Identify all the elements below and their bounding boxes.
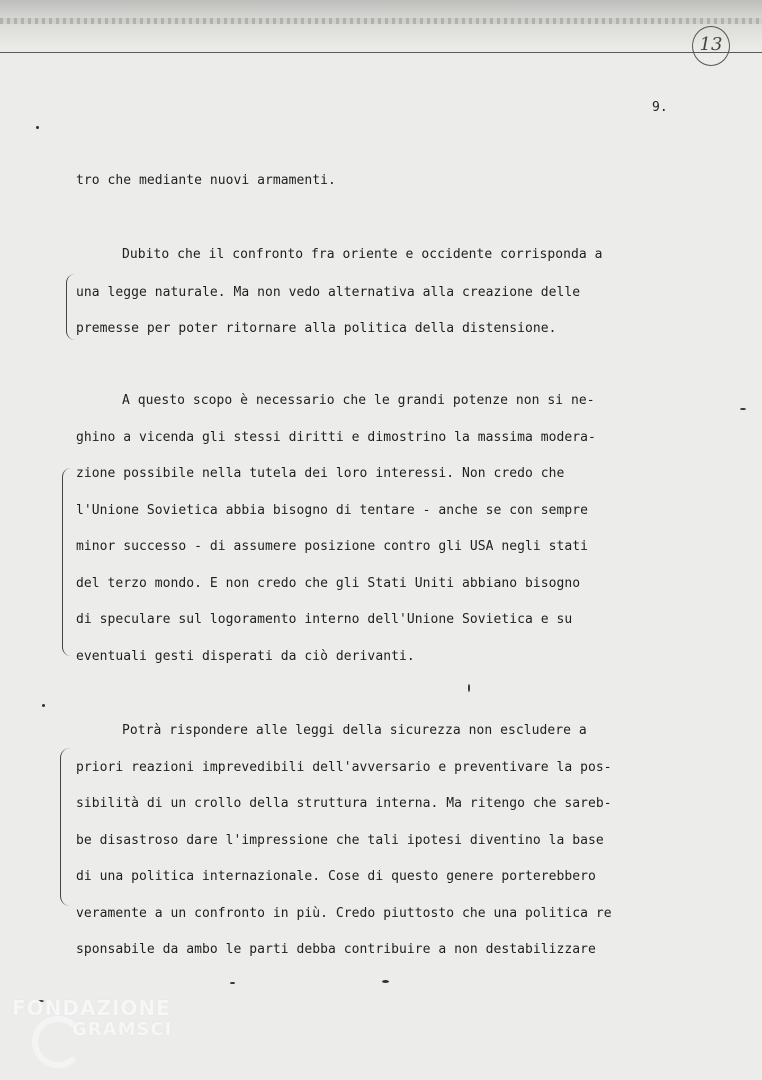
watermark-line1: FONDAZIONE — [12, 996, 171, 1020]
scan-speck — [230, 982, 235, 984]
text-line: l'Unione Sovietica abbia bisogno di tentare - anche se con sempre — [76, 503, 588, 518]
margin-bracket — [60, 748, 71, 906]
text-line: zione possibile nella tutela dei loro interessi. Non credo che — [76, 466, 565, 481]
text-line: del terzo mondo. E non credo che gli Stati Uniti abbiano bisogno — [76, 576, 581, 591]
text-line: minor successo - di assumere posizione contro gli USA negli stati — [76, 539, 588, 554]
scan-speck — [468, 684, 470, 692]
text-line: veramente a un confronto in più. Credo piuttosto che una politica re — [76, 906, 612, 921]
text-line: Potrà rispondere alle leggi della sicurezza non escludere a — [122, 723, 587, 738]
text-line: priori reazioni imprevedibili dell'avversario e preventivare la pos- — [76, 760, 612, 775]
page-number: 9. — [652, 100, 668, 115]
text-line: sponsabile da ambo le parti debba contribuire a non destabilizzare — [76, 942, 596, 957]
text-line: una legge naturale. Ma non vedo alternativa alla creazione delle — [76, 285, 581, 300]
text-line: A questo scopo è necessario che le grandi potenze non si ne- — [122, 393, 595, 408]
text-line: di una politica internazionale. Cose di questo genere porterebbero — [76, 869, 596, 884]
text-line: ghino a vicenda gli stessi diritti e dimostrino la massima modera- — [76, 430, 596, 445]
scan-speck — [42, 704, 45, 707]
scan-speck — [740, 408, 746, 410]
watermark-line2: GRAMSCI — [72, 1019, 173, 1040]
text-line: be disastroso dare l'impressione che tali ipotesi diventino la base — [76, 833, 604, 848]
scan-speck — [36, 126, 39, 129]
text-line: Dubito che il confronto fra oriente e occidente corrisponda a — [122, 247, 603, 262]
text-line: tro che mediante nuovi armamenti. — [76, 173, 336, 188]
text-line: sibilità di un crollo della struttura interna. Ma ritengo che sareb- — [76, 796, 612, 811]
text-line: premesse per poter ritornare alla politica della distensione. — [76, 321, 557, 336]
margin-bracket — [66, 274, 75, 340]
text-line: di speculare sul logoramento interno dell'Unione Sovietica e su — [76, 612, 573, 627]
watermark — [12, 997, 172, 1041]
top-rule — [0, 52, 762, 53]
scan-speck — [382, 980, 389, 983]
archive-number-stamp: 13 — [692, 26, 730, 66]
margin-bracket — [62, 468, 71, 656]
scan-top-band — [0, 0, 762, 58]
text-line: eventuali gesti disperati da ciò derivanti. — [76, 649, 415, 664]
